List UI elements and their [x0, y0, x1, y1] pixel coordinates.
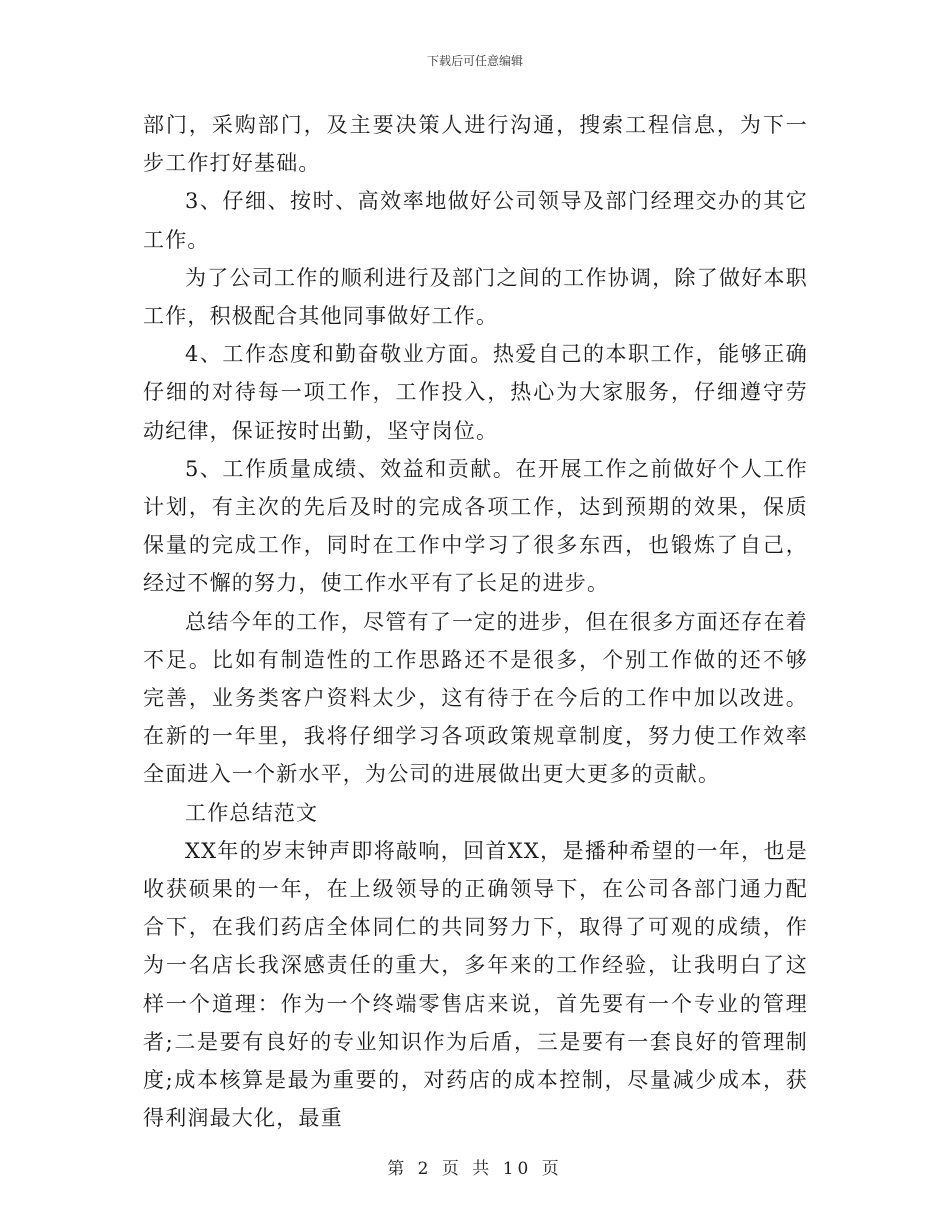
page-number-footer: 第 2 页 共 10 页: [387, 1159, 563, 1179]
section-heading: 工作总结范文: [185, 800, 319, 825]
paragraph-2: 3、仔细、按时、高效率地做好公司领导及部门经理交办的其它工作。: [143, 189, 808, 252]
page-header: 下载后可任意编辑: [426, 54, 523, 68]
paragraph-7: XX年的岁末钟声即将敲响，回首XX，是播种希望的一年，也是收获硕果的一年，在上级领导的正确领导下，在公司各部门通力配合下，在我们药店全体同仁的共同努力下，取得了可观的成绩，作为一名店长我深感责任的重大，多年来的工作经验，让我明白了这样一个道理：作为一个终端零售店来说，首先要有一个专业的管理者;二是要有良好的专业知识作为后盾，三是要有一套良好的管理制度;成本核算是最为重要的，对药店的成本控制，尽量减少成本，获得利润最大化，最重: [143, 838, 808, 1131]
paragraph-1: 部门，采购部门，及主要决策人进行沟通，搜索工程信息，为下一步工作打好基础。: [143, 113, 808, 176]
paragraph-4: 4、工作态度和勤奋敬业方面。热爱自己的本职工作，能够正确仔细的对待每一项工作，工作投入，热心为大家服务，仔细遵守劳动纪律，保证按时出勤，坚守岗位。: [143, 342, 808, 443]
document-body: [143, 106, 808, 1137]
paragraph-5: 5、工作质量成绩、效益和贡献。在开展工作之前做好个人工作计划，有主次的先后及时的完成各项工作，达到预期的效果，保质保量的完成工作，同时在工作中学习了很多东西，也锻炼了自己，经过不懈的努力，使工作水平有了长足的进步。: [143, 456, 808, 596]
paragraph-6: 总结今年的工作，尽管有了一定的进步，但在很多方面还存在着不足。比如有制造性的工作思路还不是很多，个别工作做的还不够完善，业务类客户资料太少，这有待于在今后的工作中加以改进。在新的一年里，我将仔细学习各项政策规章制度，努力使工作效率全面进入一个新水平，为公司的进展做出更大更多的贡献。: [143, 609, 808, 787]
paragraph-3: 为了公司工作的顺利进行及部门之间的工作协调，除了做好本职工作，积极配合其他同事做好工作。: [143, 265, 808, 329]
